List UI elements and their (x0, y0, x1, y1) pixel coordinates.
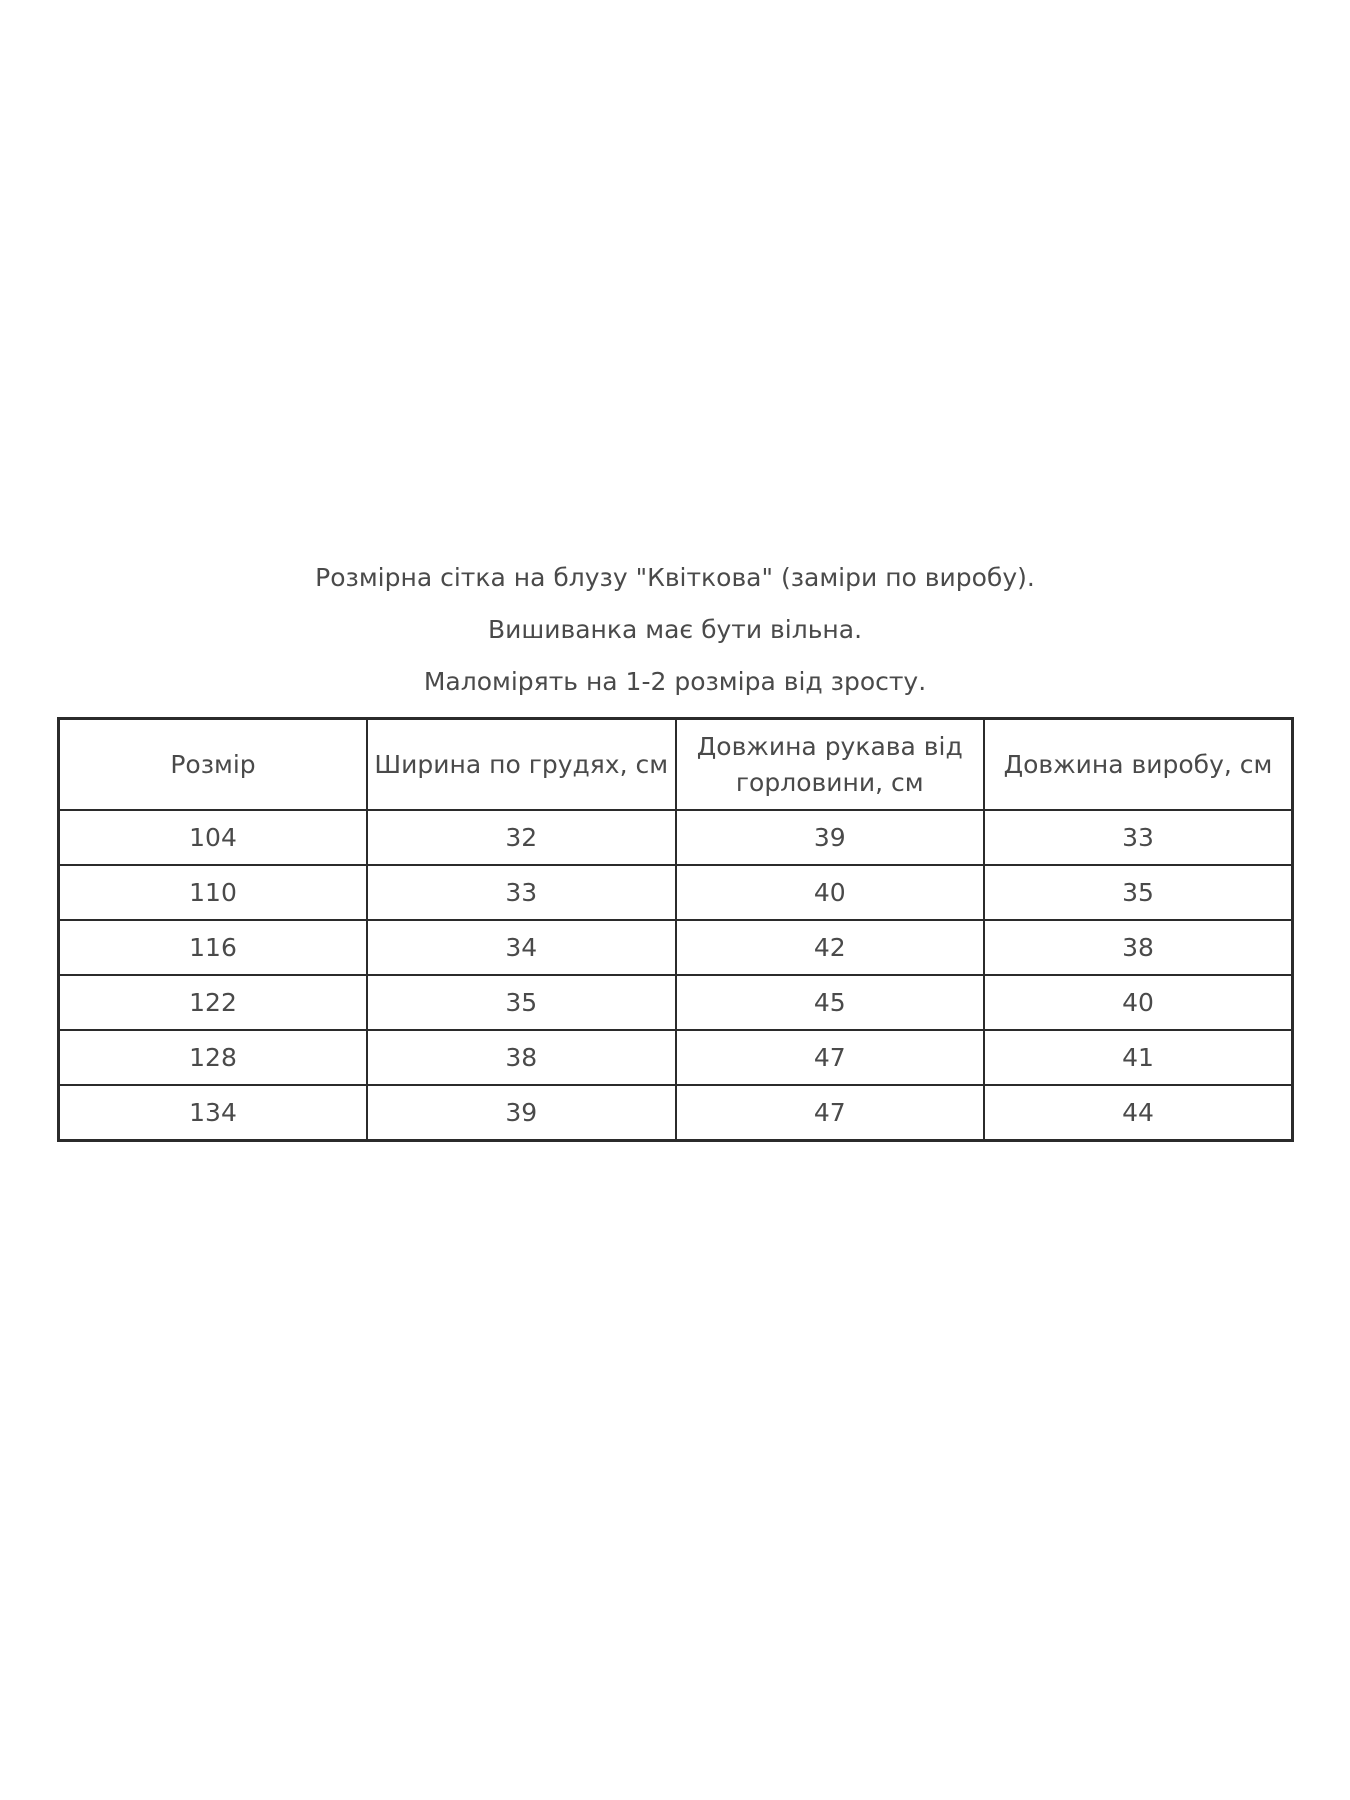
cell-chest-width: 34 (367, 920, 676, 975)
intro-note-sizing: Маломірять на 1-2 розміра від зросту. (423, 667, 927, 696)
table-row (59, 865, 1293, 920)
cell-size: 116 (59, 920, 368, 975)
size-table-header (59, 719, 1293, 811)
header-garment-length: Довжина виробу, см (984, 719, 1293, 811)
cell-size: 134 (59, 1085, 368, 1141)
header-row (59, 719, 1293, 811)
table-row (59, 810, 1293, 865)
cell-sleeve-length: 45 (676, 975, 985, 1030)
cell-sleeve-length: 47 (676, 1030, 985, 1085)
cell-chest-width: 39 (367, 1085, 676, 1141)
cell-garment-length: 38 (984, 920, 1293, 975)
cell-chest-width: 35 (367, 975, 676, 1030)
header-chest-width: Ширина по грудях, см (367, 719, 676, 811)
cell-sleeve-length: 42 (676, 920, 985, 975)
size-table (57, 717, 1294, 1142)
header-sleeve-length: Довжина рукава від горловини, см (676, 719, 985, 811)
table-row (59, 1085, 1293, 1141)
table-row (59, 975, 1293, 1030)
cell-garment-length: 35 (984, 865, 1293, 920)
cell-size: 128 (59, 1030, 368, 1085)
cell-garment-length: 44 (984, 1085, 1293, 1141)
cell-sleeve-length: 47 (676, 1085, 985, 1141)
intro-note-fit: Вишиванка має бути вільна. (487, 615, 863, 644)
cell-chest-width: 33 (367, 865, 676, 920)
size-table-body (59, 810, 1293, 1141)
cell-garment-length: 40 (984, 975, 1293, 1030)
size-chart-intro (0, 552, 1350, 708)
cell-sleeve-length: 40 (676, 865, 985, 920)
cell-chest-width: 38 (367, 1030, 676, 1085)
cell-size: 110 (59, 865, 368, 920)
cell-chest-width: 32 (367, 810, 676, 865)
table-row (59, 920, 1293, 975)
cell-size: 104 (59, 810, 368, 865)
cell-garment-length: 41 (984, 1030, 1293, 1085)
header-size: Розмір (59, 719, 368, 811)
cell-garment-length: 33 (984, 810, 1293, 865)
table-row (59, 1030, 1293, 1085)
cell-size: 122 (59, 975, 368, 1030)
intro-title: Розмірна сітка на блузу "Квіткова" (заміри по виробу). (315, 563, 1035, 592)
cell-sleeve-length: 39 (676, 810, 985, 865)
